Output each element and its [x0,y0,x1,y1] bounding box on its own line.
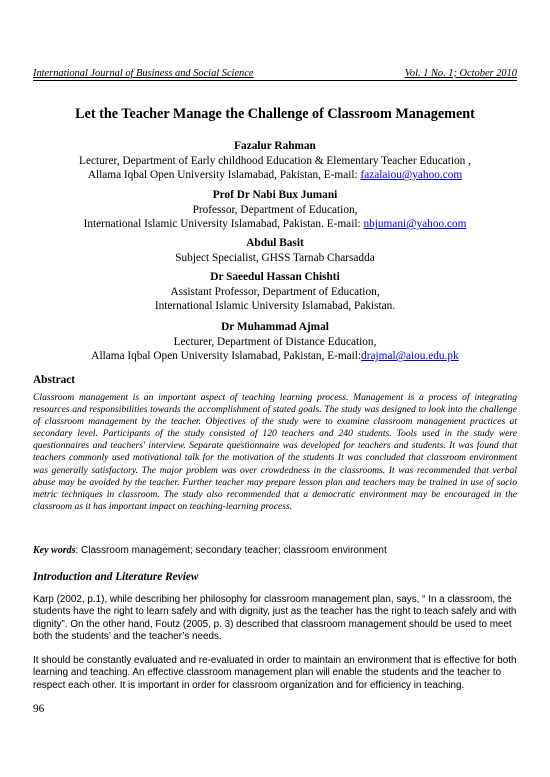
author-name: Abdul Basit [246,237,304,249]
author-block-1 [0,139,550,183]
author-affiliation: Subject Specialist, GHSS Tarnab Charsadda [175,251,375,264]
author-name: Fazalur Rahman [234,140,316,152]
page-number: 96 [33,703,45,715]
keywords-label: Key words [33,545,76,556]
author-name: Prof Dr Nabi Bux Jumani [212,189,338,201]
section-heading: Introduction and Literature Review [33,571,199,583]
author-block-4 [0,270,550,314]
author-affiliation: Lecturer, Department of Early childhood Education & Elementary Teacher Education , [79,154,471,167]
paper-title: Let the Teacher Manage the Challenge of Classroom Management [75,106,475,122]
keywords-text: : Classroom management; secondary teacher; classroom environment [75,545,387,556]
author-affiliation: Professor, Department of Education, [192,203,358,216]
author-block-5 [0,320,550,364]
author-email-link[interactable]: drajmal@aiou.edu.pk [361,350,459,363]
author-affiliation: Assistant Professor, Department of Education, [170,285,380,298]
body-paragraph: It should be constantly evaluated and re-evaluated in order to maintain an environment that is effective for both learning and teaching. An effective classroom management plan will enable the students and the teacher to respect each other. It is important in order for classroom organization and for efficiency in teaching. [33,655,517,691]
body-paragraph: Karp (2002, p.1), while describing her philosophy for classroom management plan, says, “ In a classroom, the students have the right to learn safely and with dignity, just as the teacher has the right to teach safely and with dignity”. On the other hand, Foutz (2005, p. 3) described that classroom management should be used to meet both the students’ and the teacher’s needs. [33,594,517,643]
author-name: Dr Muhammad Ajmal [221,321,329,333]
keywords-line [33,545,387,556]
author-block-3 [0,236,550,265]
author-block-2 [0,188,550,232]
abstract-heading: Abstract [33,374,76,386]
volume-info: Vol. 1 No. 1; October 2010 [404,68,517,79]
author-affiliation: Allama Iqbal Open University Islamabad, Pakistan, E-mail:drajmal@aiou.edu.pk [91,350,459,363]
author-email-link[interactable]: nbjumani@yahoo.com [363,218,467,231]
author-email-link[interactable]: fazalaiou@yahoo.com [360,169,463,182]
abstract-text: Classroom management is an important aspect of teaching learning process. Management is a process of integrating resources and responsibilities towards the accomplishment of stated goals. The study was designed to look into the challenge of classroom management by the teacher. Objectives of the study were to examine classroom management practices at secondary level. Participants of the study consisted of 120 teachers and 240 students. Tools used in the study were questionnaires and teachers' interview. Separate questionnaire was developed for teachers and students. It was found that teachers commonly used motivational talk for the motivation of the students It was concluded that classroom environment was generally satisfactory. The major problem was over crowdedness in the classrooms. It was recommended that verbal abuse may be avoided by the teacher. Further teacher may prepare lesson plan and teachers may be trained in use of socio metric techniques in classroom. The study also recommended that a democratic environment may be encouraged in the classroom as it has important impact on teaching-learning process. [33,392,517,512]
running-header [33,68,517,81]
author-name: Dr Saeedul Hassan Chishti [210,271,340,283]
journal-name: International Journal of Business and Social Science [33,68,254,79]
author-affiliation: International Islamic University Islamabad, Pakistan. E-mail: nbjumani@yahoo.com [83,218,467,231]
author-affiliation: Allama Iqbal Open University Islamabad, Pakistan, E-mail: fazalaiou@yahoo.com [87,169,463,182]
author-affiliation: Lecturer, Department of Distance Education, [173,335,377,348]
author-affiliation: International Islamic University Islamabad, Pakistan. [154,300,396,313]
